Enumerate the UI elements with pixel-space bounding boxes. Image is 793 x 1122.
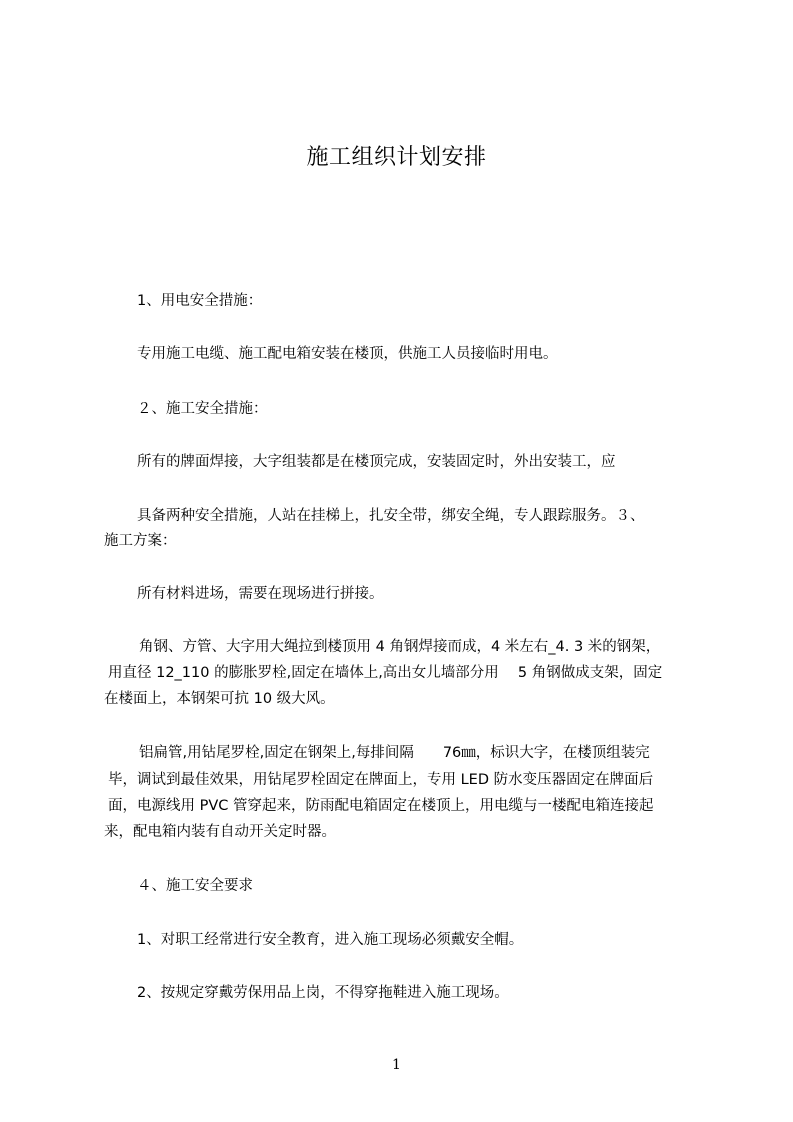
paragraph-line: 所有材料进场，需要在现场进行拼接。 — [137, 586, 384, 602]
paragraph-line: 来，配电箱内装有自动开关定时器。 — [104, 824, 336, 840]
paragraph-line: 面，电源线用 PVC 管穿起来，防雨配电箱固定在楼顶上，用电缆与一楼配电箱连接起 — [108, 798, 654, 814]
list-item: 1、对职工经常进行安全教育，进入施工现场必须戴安全帽。 — [137, 932, 524, 948]
paragraph-line: 角钢、方管、大字用大绳拉到楼顶用 4 角钢焊接而成，4 米左右_4. 3 米的钢架， — [139, 639, 661, 655]
paragraph-line: 所有的牌面焊接，大字组装都是在楼顶完成，安装固定时，外出安装工，应 — [137, 454, 616, 470]
paragraph-line: 具备两种安全措施，人站在挂梯上，扎安全带，绑安全绳，专人跟踪服务。３、 — [137, 508, 645, 524]
paragraph-line: 毕，调试到最佳效果，用钻尾罗栓固定在牌面上，专用 LED 防水变压器固定在牌面后 — [108, 772, 654, 788]
list-item: 2、按规定穿戴劳保用品上岗，不得穿拖鞋进入施工现场。 — [137, 985, 509, 1001]
page-title: 施工组织计划安排 — [306, 145, 487, 170]
section-4-heading: ４、施工安全要求 — [137, 878, 253, 894]
paragraph-line: 专用施工电缆、施工配电箱安装在楼顶，供施工人员接临时用电。 — [137, 346, 558, 362]
paragraph-line: 铝扁管,用钻尾罗栓,固定在钢架上,每排间隔 76㎜，标识大字，在楼顶组装完 — [139, 745, 650, 761]
section-3-heading: 施工方案： — [104, 533, 177, 549]
paragraph-line: 用直径 12_110 的膨胀罗栓,固定在墙体上,高出女儿墙部分用 5 角钢做成支架，固定 — [108, 665, 663, 681]
section-1-heading: 1、用电安全措施： — [137, 293, 263, 309]
page-number: 1 — [392, 1057, 401, 1073]
section-2-heading: ２、施工安全措施： — [137, 401, 268, 417]
paragraph-line: 在楼面上，本钢架可抗 10 级大风。 — [104, 691, 335, 707]
